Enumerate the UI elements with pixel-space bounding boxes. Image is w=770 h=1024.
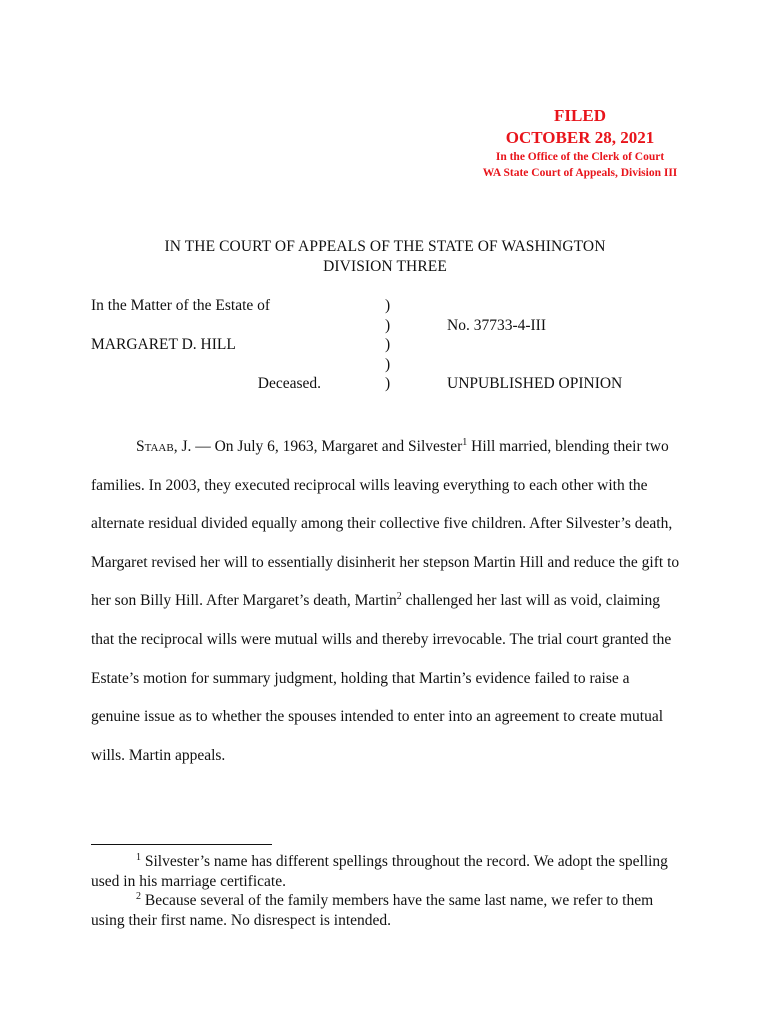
caption-paren: ) (385, 336, 391, 353)
caption-spacer (447, 335, 707, 355)
court-name: IN THE COURT OF APPEALS OF THE STATE OF WASHINGTON (164, 238, 606, 255)
stamp-filed: FILED (554, 106, 606, 125)
case-caption-right (447, 296, 707, 394)
opinion-intro: , J. — On July 6, 1963, Margaret and Silvester (173, 438, 463, 455)
footnote-number: 2 (136, 890, 141, 902)
footnotes (91, 852, 681, 930)
caption-party-name: MARGARET D. HILL (91, 336, 236, 353)
opinion-text-a: Hill married, blending their two families. In 2003, they executed reciprocal wills leaving everything to each other with the alternate residual divided equally among their collective five children. After Silvester’s death, Margaret revised her will to essentially disinherit her stepson Martin Hill and reduce the gift to her son Billy Hill. After Margaret’s death, Martin (91, 438, 680, 610)
caption-paren: ) (385, 355, 391, 373)
case-number: No. 37733-4-III (447, 316, 547, 334)
author-name: Staab (136, 438, 174, 455)
court-heading (0, 237, 770, 277)
case-caption-left (91, 296, 321, 394)
caption-deceased: Deceased. (257, 375, 321, 392)
footnote-ref-1: 1 (462, 436, 468, 448)
footnote-number: 1 (136, 851, 141, 863)
opinion-type: UNPUBLISHED OPINION (447, 375, 623, 392)
footnote-ref-2: 2 (396, 591, 402, 603)
footnote-text: Because several of the family members have the same last name, we refer to them using their first name. No disrespect is intended. (91, 892, 654, 929)
caption-paren: ) (385, 297, 391, 314)
footnote-2 (91, 891, 681, 930)
caption-spacer (447, 296, 707, 316)
caption-spacer (91, 316, 321, 336)
caption-spacer (447, 355, 707, 375)
caption-spacer (91, 355, 321, 375)
stamp-court: WA State Court of Appeals, Division III (482, 167, 678, 179)
footnote-1 (91, 852, 681, 891)
footnote-text: Silvester’s name has different spellings throughout the record. We adopt the spelling used in his marriage certificate. (91, 853, 668, 890)
opinion-paragraph (91, 428, 681, 775)
caption-parentheses (385, 296, 397, 394)
caption-paren: ) (385, 375, 391, 392)
court-division: DIVISION THREE (323, 258, 447, 275)
opinion-body (91, 428, 681, 775)
caption-matter: In the Matter of the Estate of (91, 297, 271, 314)
footnote-separator (91, 844, 272, 845)
stamp-office: In the Office of the Clerk of Court (495, 151, 665, 163)
opinion-text-b: challenged her last will as void, claiming that the reciprocal wills were mutual wills and thereby irrevocable. The trial court granted the Estate’s motion for summary judgment, holding that Martin’s evidence failed to raise a genuine issue as to whether the spouses intended to enter into an agreement to create mutual wills. Martin appeals. (91, 592, 672, 764)
filed-stamp (430, 105, 730, 181)
caption-paren: ) (385, 316, 391, 334)
stamp-date: OCTOBER 28, 2021 (505, 128, 655, 147)
